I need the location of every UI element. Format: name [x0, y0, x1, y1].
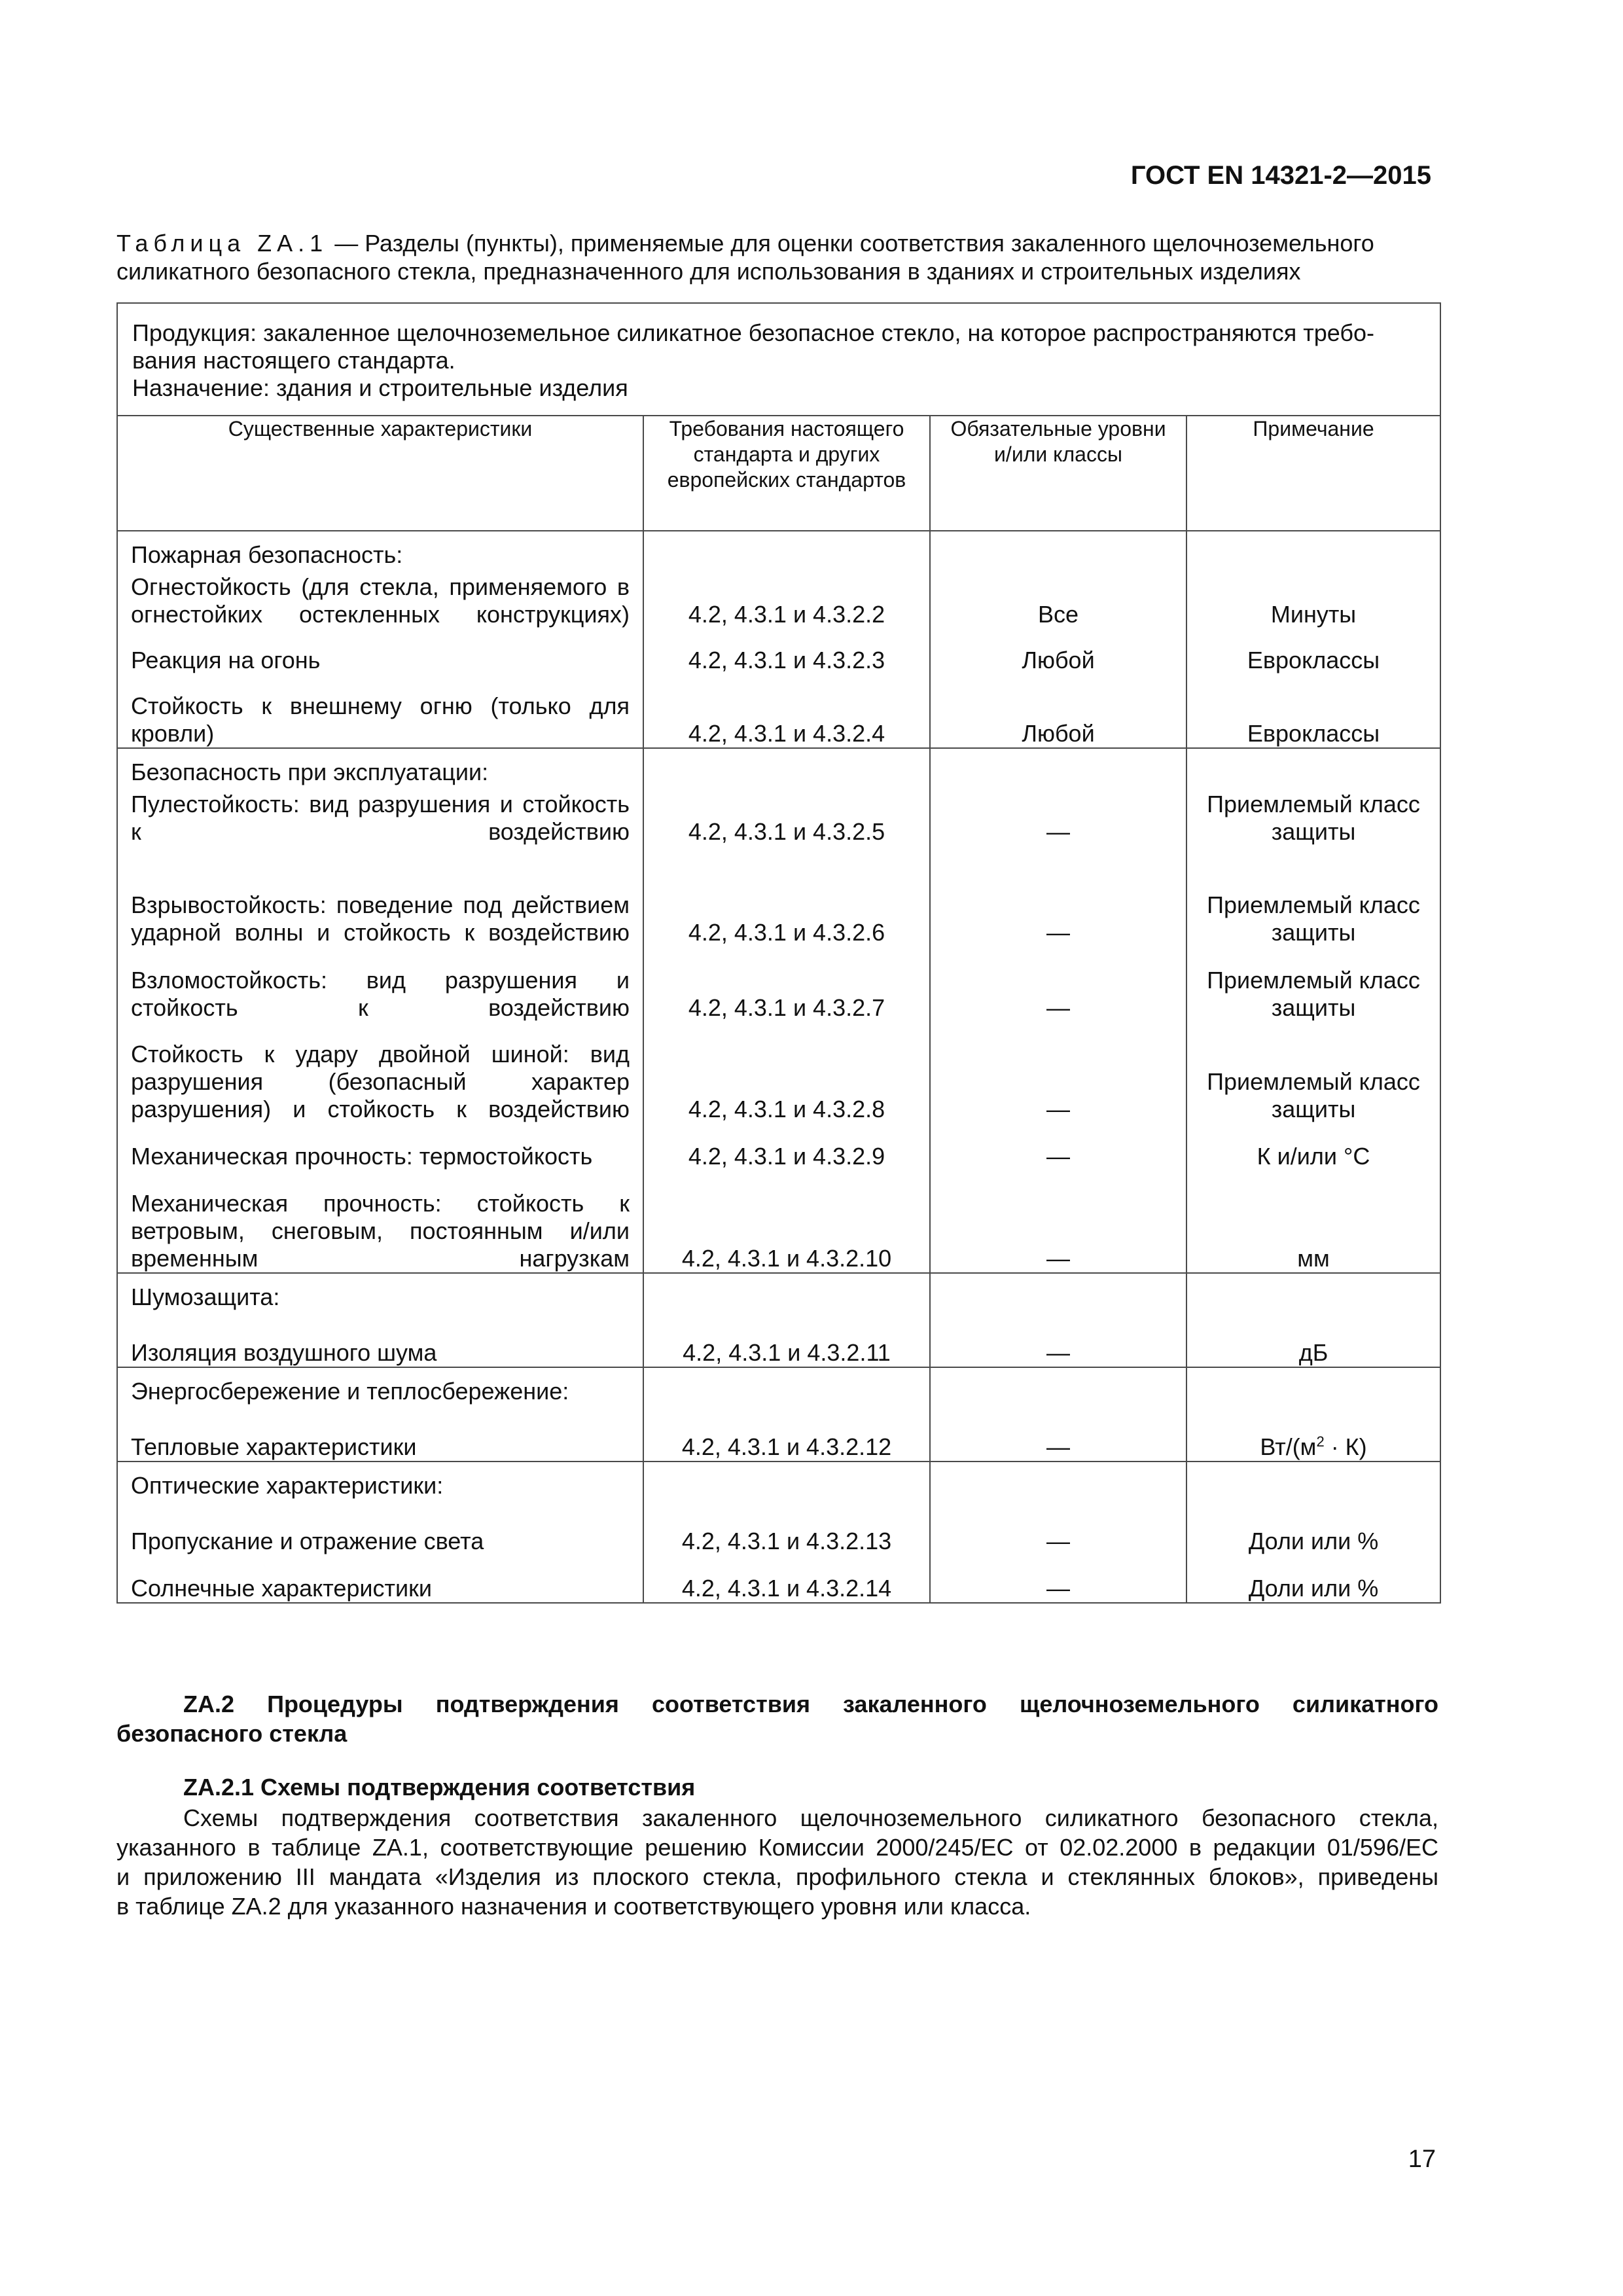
level-value: —: [1046, 1245, 1070, 1272]
table-group: [117, 748, 1440, 1273]
note-value: Приемлемый класс защиты: [1207, 791, 1420, 845]
group-characteristics-cell: [117, 531, 643, 748]
characteristic-name: Огнестойкость (для стекла, применяемого в огнестойких остекленных конструкциях): [131, 573, 630, 628]
paragraph-line: и приложению III мандата «Изделия из плоского стекла, профильного стекла и стеклянных блоков», приведены: [116, 1863, 1438, 1890]
table-caption: [116, 229, 1438, 285]
group-characteristics-cell: [117, 1273, 643, 1367]
section-title-line1: ZA.2 Процедуры подтверждения соответствия закаленного щелочноземельного силикатного: [183, 1691, 1438, 1717]
group-title: Пожарная безопасность:: [131, 541, 403, 568]
level-value: —: [1046, 1433, 1070, 1460]
group-level-cell: [930, 748, 1186, 1273]
header-note: Примечание: [1186, 416, 1440, 531]
note-unit-prefix: Вт/(м: [1260, 1433, 1317, 1460]
section-title: [116, 1689, 1438, 1748]
group-title: Оптические характеристики:: [131, 1472, 444, 1499]
clause-ref: 4.2, 4.3.1 и 4.3.2.8: [688, 1096, 885, 1122]
section-paragraph: [116, 1803, 1438, 1921]
product-line2: вания настоящего стандарта.: [132, 347, 455, 374]
level-value: —: [1046, 1143, 1070, 1170]
level-value: Любой: [1022, 720, 1095, 747]
document-standard-header: ГОСТ EN 14321-2—2015: [1130, 161, 1431, 190]
group-clause-cell: [643, 1273, 930, 1367]
group-level-cell: [930, 531, 1186, 748]
level-value: —: [1046, 1339, 1070, 1366]
group-characteristics-cell: [117, 1367, 643, 1462]
clause-ref: 4.2, 4.3.1 и 4.3.2.13: [681, 1528, 892, 1554]
note-value: К и/или °С: [1257, 1143, 1370, 1170]
characteristic-name: Стойкость к удару двойной шиной: вид разрушения (безопасный характер разрушения) и стойкость к воздействию: [131, 1041, 630, 1122]
purpose-line: Назначение: здания и строительные изделия: [132, 374, 628, 401]
note-value: Приемлемый класс защиты: [1207, 891, 1420, 946]
level-value: —: [1046, 1096, 1070, 1122]
group-note-cell: [1186, 531, 1440, 748]
clause-ref: 4.2, 4.3.1 и 4.3.2.2: [688, 601, 885, 628]
table-header-row: [117, 416, 1440, 531]
note-value: Минуты: [1270, 601, 1357, 628]
note-value: [1187, 1415, 1440, 1461]
note-unit-suffix: · К): [1324, 1433, 1367, 1460]
product-info-cell: [117, 303, 1440, 416]
clause-ref: 4.2, 4.3.1 и 4.3.2.3: [688, 647, 885, 673]
group-clause-cell: [643, 1367, 930, 1462]
level-value: —: [1046, 1528, 1070, 1554]
group-note-cell: [1186, 1273, 1440, 1367]
clause-ref: 4.2, 4.3.1 и 4.3.2.4: [688, 720, 885, 747]
group-level-cell: [930, 1462, 1186, 1603]
group-note-cell: [1186, 1462, 1440, 1603]
header-requirements: Требования настоящего стандарта и других европейских стандартов: [643, 416, 930, 531]
clause-ref: 4.2, 4.3.1 и 4.3.2.12: [681, 1433, 892, 1460]
note-value: Доли или %: [1248, 1575, 1379, 1602]
table-group: [117, 1273, 1440, 1367]
clause-ref: 4.2, 4.3.1 и 4.3.2.7: [688, 994, 885, 1021]
group-clause-cell: [643, 748, 930, 1273]
note-value: Доли или %: [1248, 1528, 1379, 1554]
group-title: Шумозащита:: [131, 1283, 280, 1310]
note-value: Еврoклассы: [1247, 720, 1380, 747]
clause-ref: 4.2, 4.3.1 и 4.3.2.9: [688, 1143, 885, 1170]
note-value: Приемлемый класс защиты: [1207, 967, 1420, 1021]
product-line1: Продукция: закаленное щелочноземельное силикатное безопасное стекло, на которое распространяются требо-: [132, 319, 1374, 346]
paragraph-line: Схемы подтверждения соответствия закаленного щелочноземельного силикатного безопасного стекла,: [183, 1804, 1438, 1831]
level-value: Любой: [1022, 647, 1095, 673]
group-level-cell: [930, 1367, 1186, 1462]
subsection-title: ZA.2.1 Схемы подтверждения соответствия: [183, 1774, 696, 1801]
table-group: [117, 1367, 1440, 1462]
caption-line2: силикатного безопасного стекла, предназначенного для использования в зданиях и строительных изделиях: [116, 258, 1301, 285]
characteristic-name: Солнечные характеристики: [131, 1575, 432, 1602]
characteristic-name: Механическая прочность: термостойкость: [131, 1143, 593, 1170]
caption-line1: — Разделы (пункты), применяемые для оценки соответствия закаленного щелочноземельного: [328, 230, 1374, 257]
note-value: Еврoклассы: [1247, 647, 1380, 673]
characteristic-name: Механическая прочность: стойкость к ветровым, снеговым, постоянным и/или временным нагрузкам: [131, 1190, 630, 1272]
characteristic-name: Взломостойкость: вид разрушения и стойкость к воздействию: [131, 967, 630, 1021]
group-clause-cell: [643, 531, 930, 748]
clause-ref: 4.2, 4.3.1 и 4.3.2.10: [681, 1245, 892, 1272]
characteristic-name: Пропускание и отражение света: [131, 1528, 484, 1554]
paragraph-line: в таблице ZA.2 для указанного назначения и соответствующего уровня или класса.: [116, 1893, 1031, 1920]
level-value: —: [1046, 818, 1070, 845]
conformity-table: [116, 302, 1441, 1604]
characteristic-name: Реакция на огонь: [131, 647, 321, 673]
caption-lead: Таблица ZA.1: [116, 230, 329, 257]
characteristic-name: Стойкость к внешнему огню (только для кровли): [131, 692, 630, 747]
note-value: дБ: [1298, 1339, 1329, 1366]
clause-ref: 4.2, 4.3.1 и 4.3.2.14: [681, 1575, 892, 1602]
characteristic-name: Взрывостойкость: поведение под действием ударной волны и стойкость к воздействию: [131, 891, 630, 946]
group-characteristics-cell: [117, 1462, 643, 1603]
paragraph-line: указанного в таблице ZA.1, соответствующие решению Комиссии 2000/245/ЕС от 02.02.2000 в редакции 01/596/ЕС: [116, 1834, 1438, 1861]
page-number: 17: [1408, 2145, 1436, 2173]
table-group: [117, 531, 1440, 748]
level-value: —: [1046, 994, 1070, 1021]
characteristic-name: Изоляция воздушного шума: [131, 1339, 437, 1366]
group-clause-cell: [643, 1462, 930, 1603]
clause-ref: 4.2, 4.3.1 и 4.3.2.6: [688, 919, 885, 946]
characteristic-name: Тепловые характеристики: [131, 1433, 417, 1460]
group-note-cell: [1186, 1367, 1440, 1462]
table-group: [117, 1462, 1440, 1603]
group-level-cell: [930, 1273, 1186, 1367]
group-characteristics-cell: [117, 748, 643, 1273]
note-unit-exponent: 2: [1316, 1433, 1325, 1450]
group-title: Энергосбережение и теплосбережение:: [131, 1378, 569, 1405]
section-title-line2: безопасного стекла: [116, 1720, 348, 1747]
level-value: Все: [1037, 601, 1079, 628]
clause-ref: 4.2, 4.3.1 и 4.3.2.11: [683, 1339, 891, 1366]
group-note-cell: [1186, 748, 1440, 1273]
clause-ref: 4.2, 4.3.1 и 4.3.2.5: [688, 818, 885, 845]
note-value: мм: [1297, 1245, 1330, 1272]
note-value: Приемлемый класс защиты: [1207, 1068, 1420, 1122]
group-title: Безопасность при эксплуатации:: [131, 759, 489, 785]
header-levels: Обязательные уровни и/или классы: [930, 416, 1186, 531]
header-characteristics: Существенные характеристики: [117, 416, 643, 531]
level-value: —: [1046, 919, 1070, 946]
characteristic-name: Пулестойкость: вид разрушения и стойкость к воздействию: [131, 791, 630, 845]
level-value: —: [1046, 1575, 1070, 1602]
